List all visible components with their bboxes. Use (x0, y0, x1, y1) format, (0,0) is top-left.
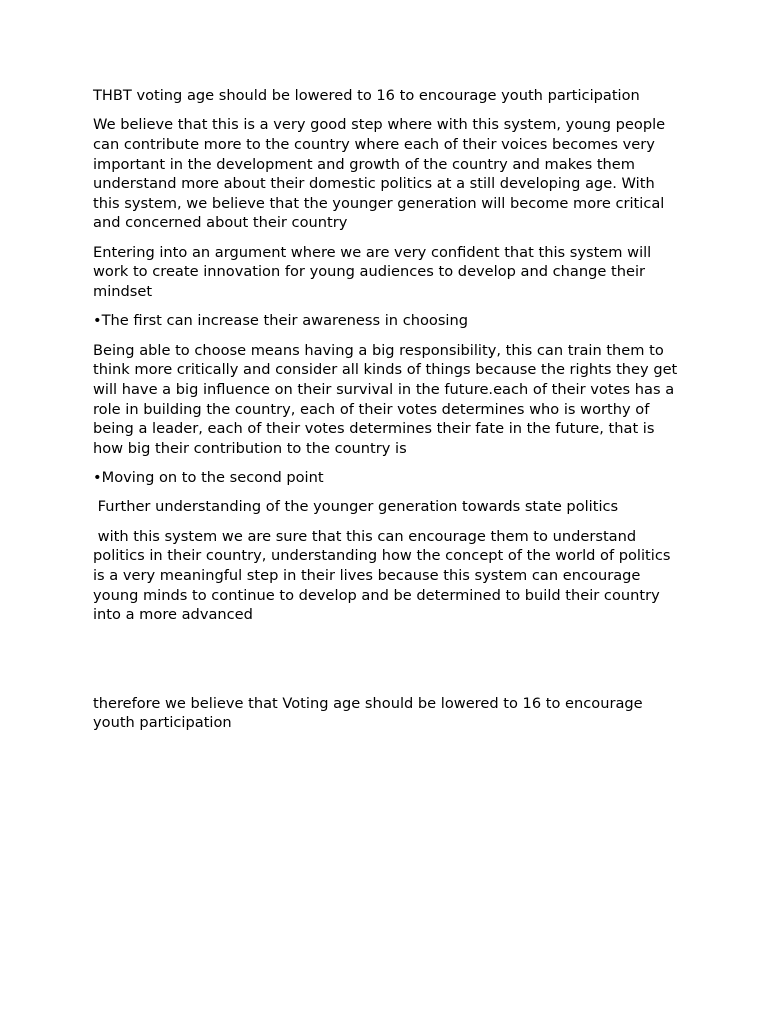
paragraph-argument: Entering into an argument where we are very confident that this system will work to create innovation for young audiences to develop and change their mindset (93, 243, 656, 300)
paragraph-first-point: Being able to choose means having a big responsibility, this can train them to think more critically and consider all kinds of things because the rights they get will have a big influence on their survival in the future.each of their votes has a role in building the country, each of their votes determines who is worthy of being a leader, each of their votes determines their fate in the future, that is how big their contribution to the country is (93, 341, 682, 457)
second-point-heading: Further understanding of the younger generation towards state politics (93, 498, 619, 516)
paragraph-second-point: with this system we are sure that this can encourage them to understand politics in their country, understanding how the concept of the world of politics is a very meaningful step in their lives because this system can encourage young minds to continue to develop and be determined to build their country into a more advanced (93, 527, 676, 624)
bullet-second-point: •Moving on to the second point (93, 469, 324, 487)
document-page (93, 86, 683, 743)
blank-space (93, 635, 683, 694)
paragraph-intro: We believe that this is a very good step where with this system, young people can contribute more to the country where each of their voices becomes very important in the development and growth of the country and makes them understand more about their domestic politics at a still developing age. With this system, we believe that the younger generation will become more critical and concerned about their country (93, 116, 670, 232)
paragraph-conclusion: therefore we believe that Voting age should be lowered to 16 to encourage youth participation (93, 694, 648, 732)
bullet-first-point: •The first can increase their awareness in choosing (93, 312, 468, 330)
document-title: THBT voting age should be lowered to 16 to encourage youth participation (93, 87, 640, 104)
